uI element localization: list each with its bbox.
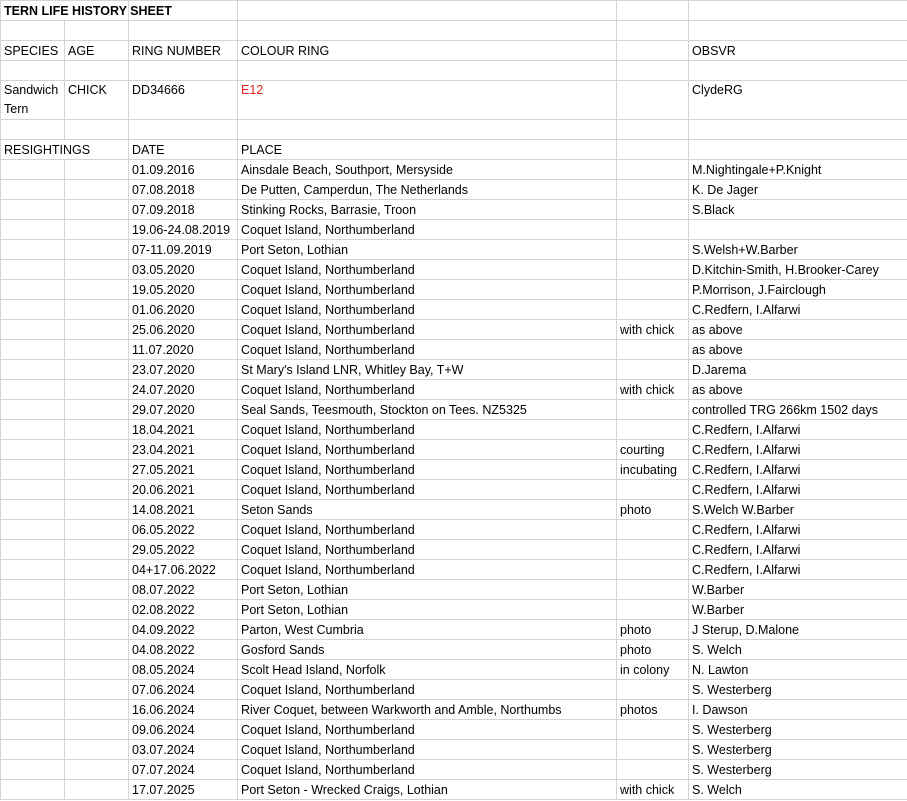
resighting-observer[interactable]: C.Redfern, I.Alfarwi	[689, 300, 907, 320]
cell[interactable]	[1, 380, 65, 400]
resighting-row	[1, 460, 907, 480]
resighting-row	[1, 420, 907, 440]
resighting-observer[interactable]: S.Welsh+W.Barber	[689, 240, 907, 260]
resighting-note[interactable]	[617, 740, 689, 760]
bird-observer[interactable]: ClydeRG	[689, 81, 907, 120]
resighting-row	[1, 600, 907, 620]
resighting-row	[1, 200, 907, 220]
cell[interactable]	[129, 21, 238, 41]
resighting-place[interactable]: Stinking Rocks, Barrasie, Troon	[238, 200, 617, 220]
header-age[interactable]: AGE	[65, 41, 129, 61]
resighting-note[interactable]	[617, 560, 689, 580]
resighting-place[interactable]: Coquet Island, Northumberland	[238, 380, 617, 400]
resighting-note[interactable]: photo	[617, 620, 689, 640]
cell[interactable]	[65, 700, 129, 720]
resighting-place[interactable]: Ainsdale Beach, Southport, Mersyside	[238, 160, 617, 180]
resighting-date[interactable]: 09.06.2024	[129, 720, 238, 740]
cell[interactable]	[129, 120, 238, 140]
resighting-note[interactable]	[617, 580, 689, 600]
resighting-note[interactable]	[617, 720, 689, 740]
cell[interactable]	[1, 560, 65, 580]
resighting-observer[interactable]: K. De Jager	[689, 180, 907, 200]
resighting-note[interactable]: photo	[617, 640, 689, 660]
cell[interactable]	[1, 500, 65, 520]
cell[interactable]	[65, 340, 129, 360]
cell[interactable]	[617, 140, 689, 160]
cell[interactable]	[65, 220, 129, 240]
cell[interactable]	[65, 180, 129, 200]
cell[interactable]	[1, 420, 65, 440]
resighting-observer[interactable]: C.Redfern, I.Alfarwi	[689, 520, 907, 540]
resighting-row	[1, 520, 907, 540]
resighting-place[interactable]: Port Seton, Lothian	[238, 580, 617, 600]
cell[interactable]	[65, 720, 129, 740]
cell[interactable]	[65, 480, 129, 500]
resighting-note[interactable]	[617, 160, 689, 180]
resighting-note[interactable]	[617, 220, 689, 240]
resighting-place[interactable]: De Putten, Camperdun, The Netherlands	[238, 180, 617, 200]
resighting-row	[1, 280, 907, 300]
resighting-place[interactable]: Coquet Island, Northumberland	[238, 320, 617, 340]
resighting-row	[1, 720, 907, 740]
resighting-row	[1, 500, 907, 520]
resighting-row	[1, 480, 907, 500]
resighting-note[interactable]	[617, 480, 689, 500]
cell[interactable]	[65, 580, 129, 600]
resighting-observer[interactable]: S. Welch	[689, 640, 907, 660]
resighting-observer[interactable]: C.Redfern, I.Alfarwi	[689, 560, 907, 580]
resighting-row	[1, 340, 907, 360]
cell[interactable]	[1, 200, 65, 220]
cell[interactable]	[1, 780, 65, 800]
resighting-place[interactable]: Coquet Island, Northumberland	[238, 280, 617, 300]
cell[interactable]	[1, 540, 65, 560]
cell[interactable]	[1, 680, 65, 700]
cell[interactable]	[1, 300, 65, 320]
resighting-observer[interactable]: as above	[689, 380, 907, 400]
resighting-place[interactable]: Coquet Island, Northumberland	[238, 560, 617, 580]
cell[interactable]	[1, 61, 65, 81]
resighting-row	[1, 360, 907, 380]
resighting-observer[interactable]: P.Morrison, J.Fairclough	[689, 280, 907, 300]
cell[interactable]	[65, 260, 129, 280]
cell[interactable]	[65, 21, 129, 41]
cell[interactable]	[65, 200, 129, 220]
resighting-place[interactable]: Coquet Island, Northumberland	[238, 720, 617, 740]
cell[interactable]	[65, 780, 129, 800]
resighting-row	[1, 180, 907, 200]
cell[interactable]	[65, 680, 129, 700]
cell[interactable]	[1, 480, 65, 500]
resighting-date[interactable]: 18.04.2021	[129, 420, 238, 440]
resighting-note[interactable]: courting	[617, 440, 689, 460]
resighting-note[interactable]: in colony	[617, 660, 689, 680]
resighting-row	[1, 680, 907, 700]
resighting-observer[interactable]: C.Redfern, I.Alfarwi	[689, 420, 907, 440]
resighting-date[interactable]: 14.08.2021	[129, 500, 238, 520]
resighting-date[interactable]: 07-11.09.2019	[129, 240, 238, 260]
resighting-row	[1, 780, 907, 800]
resighting-note[interactable]: with chick	[617, 380, 689, 400]
resighting-place[interactable]: Coquet Island, Northumberland	[238, 480, 617, 500]
cell[interactable]	[1, 460, 65, 480]
cell[interactable]	[1, 600, 65, 620]
resighting-observer[interactable]: C.Redfern, I.Alfarwi	[689, 440, 907, 460]
cell[interactable]	[65, 440, 129, 460]
resighting-observer[interactable]: D.Jarema	[689, 360, 907, 380]
cell[interactable]	[617, 81, 689, 120]
resighting-date[interactable]: 07.09.2018	[129, 200, 238, 220]
header-date[interactable]: DATE	[129, 140, 238, 160]
resighting-date[interactable]: 11.07.2020	[129, 340, 238, 360]
resighting-note[interactable]: with chick	[617, 320, 689, 340]
cell[interactable]	[65, 380, 129, 400]
cell[interactable]	[238, 120, 617, 140]
resighting-observer[interactable]: S.Black	[689, 200, 907, 220]
blank-row	[1, 21, 907, 41]
cell[interactable]	[617, 120, 689, 140]
resighting-date[interactable]: 27.05.2021	[129, 460, 238, 480]
resighting-date[interactable]: 03.07.2024	[129, 740, 238, 760]
resighting-date[interactable]: 04.08.2022	[129, 640, 238, 660]
header-colour-ring[interactable]: COLOUR RING	[238, 41, 617, 61]
resighting-date[interactable]: 23.07.2020	[129, 360, 238, 380]
header-ring-number[interactable]: RING NUMBER	[129, 41, 238, 61]
resighting-place[interactable]: Coquet Island, Northumberland	[238, 440, 617, 460]
cell[interactable]	[65, 540, 129, 560]
resighting-place[interactable]: Coquet Island, Northumberland	[238, 460, 617, 480]
cell[interactable]	[1, 340, 65, 360]
resighting-note[interactable]	[617, 600, 689, 620]
cell[interactable]	[238, 1, 617, 21]
resighting-place[interactable]: Coquet Island, Northumberland	[238, 340, 617, 360]
cell[interactable]	[65, 740, 129, 760]
cell[interactable]	[65, 640, 129, 660]
resighting-place[interactable]: Coquet Island, Northumberland	[238, 680, 617, 700]
resighting-place[interactable]: Coquet Island, Northumberland	[238, 540, 617, 560]
cell[interactable]	[65, 400, 129, 420]
cell[interactable]	[689, 120, 907, 140]
resighting-place[interactable]: Coquet Island, Northumberland	[238, 740, 617, 760]
cell[interactable]	[617, 21, 689, 41]
cell[interactable]	[1, 280, 65, 300]
bird-row	[1, 81, 907, 120]
resighting-place[interactable]: Scolt Head Island, Norfolk	[238, 660, 617, 680]
cell[interactable]	[65, 160, 129, 180]
resighting-note[interactable]	[617, 520, 689, 540]
cell[interactable]	[1, 220, 65, 240]
resighting-place[interactable]: Port Seton - Wrecked Craigs, Lothian	[238, 780, 617, 800]
resighting-observer[interactable]: D.Kitchin-Smith, H.Brooker-Carey	[689, 260, 907, 280]
resighting-observer[interactable]	[689, 220, 907, 240]
resighting-note[interactable]	[617, 240, 689, 260]
cell[interactable]	[238, 61, 617, 81]
resighting-date[interactable]: 03.05.2020	[129, 260, 238, 280]
cell[interactable]	[65, 61, 129, 81]
cell[interactable]	[65, 460, 129, 480]
resighting-observer[interactable]: C.Redfern, I.Alfarwi	[689, 540, 907, 560]
cell[interactable]	[689, 21, 907, 41]
resighting-date[interactable]: 19.05.2020	[129, 280, 238, 300]
cell[interactable]	[65, 620, 129, 640]
resighting-place[interactable]: Port Seton, Lothian	[238, 600, 617, 620]
cell[interactable]	[65, 280, 129, 300]
cell[interactable]	[65, 660, 129, 680]
resighting-date[interactable]: 23.04.2021	[129, 440, 238, 460]
bird-colour-ring[interactable]: E12	[238, 81, 617, 120]
cell[interactable]	[65, 500, 129, 520]
resighting-note[interactable]	[617, 360, 689, 380]
cell[interactable]	[65, 760, 129, 780]
resighting-note[interactable]: with chick	[617, 780, 689, 800]
cell[interactable]	[129, 61, 238, 81]
resighting-date[interactable]: 04.09.2022	[129, 620, 238, 640]
resighting-observer[interactable]: S. Westerberg	[689, 760, 907, 780]
resighting-date[interactable]: 29.07.2020	[129, 400, 238, 420]
cell[interactable]	[1, 180, 65, 200]
cell[interactable]	[65, 240, 129, 260]
resightings-label[interactable]: RESIGHTINGS	[1, 140, 129, 160]
resighting-date[interactable]: 04+17.06.2022	[129, 560, 238, 580]
cell[interactable]	[1, 620, 65, 640]
resighting-note[interactable]	[617, 340, 689, 360]
resighting-observer[interactable]: W.Barber	[689, 580, 907, 600]
resighting-row	[1, 160, 907, 180]
resighting-place[interactable]: Seton Sands	[238, 500, 617, 520]
cell[interactable]	[1, 720, 65, 740]
resightings-header-row	[1, 140, 907, 160]
resighting-date[interactable]: 20.06.2021	[129, 480, 238, 500]
resighting-place[interactable]: Coquet Island, Northumberland	[238, 300, 617, 320]
header-obsvr[interactable]: OBSVR	[689, 41, 907, 61]
cell[interactable]	[65, 560, 129, 580]
resighting-observer[interactable]: J Sterup, D.Malone	[689, 620, 907, 640]
resighting-date[interactable]: 16.06.2024	[129, 700, 238, 720]
resighting-note[interactable]: photos	[617, 700, 689, 720]
resighting-row	[1, 700, 907, 720]
resighting-observer[interactable]: S. Westerberg	[689, 740, 907, 760]
resighting-date[interactable]: 08.07.2022	[129, 580, 238, 600]
resighting-row	[1, 440, 907, 460]
resighting-observer[interactable]: as above	[689, 320, 907, 340]
bird-species[interactable]: Sandwich Tern	[1, 81, 65, 120]
resighting-date[interactable]: 02.08.2022	[129, 600, 238, 620]
resighting-observer[interactable]: S. Welch	[689, 780, 907, 800]
resighting-place[interactable]: Coquet Island, Northumberland	[238, 520, 617, 540]
resighting-observer[interactable]: as above	[689, 340, 907, 360]
cell[interactable]	[1, 700, 65, 720]
cell[interactable]	[1, 320, 65, 340]
cell[interactable]	[1, 660, 65, 680]
resighting-note[interactable]	[617, 200, 689, 220]
resighting-place[interactable]: Gosford Sands	[238, 640, 617, 660]
resighting-place[interactable]: Port Seton, Lothian	[238, 240, 617, 260]
resighting-observer[interactable]: M.Nightingale+P.Knight	[689, 160, 907, 180]
header-row	[1, 41, 907, 61]
cell[interactable]	[1, 580, 65, 600]
resighting-observer[interactable]: C.Redfern, I.Alfarwi	[689, 460, 907, 480]
cell[interactable]	[1, 640, 65, 660]
resighting-observer[interactable]: S. Westerberg	[689, 680, 907, 700]
resighting-date[interactable]: 01.09.2016	[129, 160, 238, 180]
resighting-row	[1, 580, 907, 600]
resighting-row	[1, 260, 907, 280]
resighting-date[interactable]: 07.08.2018	[129, 180, 238, 200]
cell[interactable]	[689, 140, 907, 160]
resighting-row	[1, 400, 907, 420]
resighting-observer[interactable]: C.Redfern, I.Alfarwi	[689, 480, 907, 500]
resighting-observer[interactable]: S.Welch W.Barber	[689, 500, 907, 520]
resighting-note[interactable]	[617, 300, 689, 320]
cell[interactable]	[1, 240, 65, 260]
resighting-row	[1, 240, 907, 260]
cell[interactable]	[1, 21, 65, 41]
cell[interactable]	[689, 61, 907, 81]
resighting-note[interactable]	[617, 400, 689, 420]
header-species[interactable]: SPECIES	[1, 41, 65, 61]
resighting-row	[1, 220, 907, 240]
cell[interactable]	[65, 420, 129, 440]
resighting-place[interactable]: Coquet Island, Northumberland	[238, 220, 617, 240]
resighting-date[interactable]: 29.05.2022	[129, 540, 238, 560]
cell[interactable]	[1, 260, 65, 280]
cell[interactable]	[65, 600, 129, 620]
resighting-note[interactable]	[617, 260, 689, 280]
cell[interactable]	[238, 21, 617, 41]
resighting-row	[1, 740, 907, 760]
cell[interactable]	[1, 120, 65, 140]
resighting-date[interactable]: 25.06.2020	[129, 320, 238, 340]
blank-row	[1, 120, 907, 140]
header-place[interactable]: PLACE	[238, 140, 617, 160]
resighting-row	[1, 640, 907, 660]
cell[interactable]	[689, 1, 907, 21]
resighting-observer[interactable]: W.Barber	[689, 600, 907, 620]
cell[interactable]	[617, 61, 689, 81]
cell[interactable]	[1, 160, 65, 180]
resighting-date[interactable]: 08.05.2024	[129, 660, 238, 680]
resighting-place[interactable]: River Coquet, between Warkworth and Amble, Northumbs	[238, 700, 617, 720]
cell[interactable]	[65, 520, 129, 540]
resighting-date[interactable]: 17.07.2025	[129, 780, 238, 800]
cell[interactable]	[617, 41, 689, 61]
cell[interactable]	[65, 120, 129, 140]
resighting-date[interactable]: 01.06.2020	[129, 300, 238, 320]
sheet-title[interactable]: TERN LIFE HISTORY SHEET	[1, 1, 129, 21]
resighting-date[interactable]: 07.06.2024	[129, 680, 238, 700]
cell[interactable]	[1, 440, 65, 460]
resighting-place[interactable]: Coquet Island, Northumberland	[238, 760, 617, 780]
resighting-date[interactable]: 06.05.2022	[129, 520, 238, 540]
title-row	[1, 1, 907, 21]
cell[interactable]	[65, 360, 129, 380]
resighting-row	[1, 560, 907, 580]
resighting-row	[1, 540, 907, 560]
cell[interactable]	[65, 320, 129, 340]
resighting-row	[1, 380, 907, 400]
resighting-note[interactable]	[617, 760, 689, 780]
resighting-row	[1, 320, 907, 340]
resighting-date[interactable]: 19.06-24.08.2019	[129, 220, 238, 240]
bird-ring-number[interactable]: DD34666	[129, 81, 238, 120]
cell[interactable]	[617, 1, 689, 21]
blank-row	[1, 61, 907, 81]
cell[interactable]	[1, 400, 65, 420]
resighting-observer[interactable]: S. Westerberg	[689, 720, 907, 740]
resighting-row	[1, 620, 907, 640]
resighting-note[interactable]	[617, 420, 689, 440]
resighting-note[interactable]	[617, 280, 689, 300]
resighting-note[interactable]: incubating	[617, 460, 689, 480]
resighting-observer[interactable]: controlled TRG 266km 1502 days	[689, 400, 907, 420]
cell[interactable]	[65, 300, 129, 320]
resighting-note[interactable]	[617, 180, 689, 200]
resighting-place[interactable]: Parton, West Cumbria	[238, 620, 617, 640]
resighting-place[interactable]: Seal Sands, Teesmouth, Stockton on Tees. NZ5325	[238, 400, 617, 420]
resighting-row	[1, 300, 907, 320]
resighting-date[interactable]: 24.07.2020	[129, 380, 238, 400]
cell[interactable]	[1, 760, 65, 780]
resighting-note[interactable]: photo	[617, 500, 689, 520]
cell[interactable]	[1, 360, 65, 380]
resighting-place[interactable]: St Mary's Island LNR, Whitley Bay, T+W	[238, 360, 617, 380]
resighting-note[interactable]	[617, 680, 689, 700]
bird-age[interactable]: CHICK	[65, 81, 129, 120]
cell[interactable]	[1, 740, 65, 760]
resighting-date[interactable]: 07.07.2024	[129, 760, 238, 780]
resighting-row	[1, 760, 907, 780]
resighting-note[interactable]	[617, 540, 689, 560]
resighting-observer[interactable]: N. Lawton	[689, 660, 907, 680]
cell[interactable]	[1, 520, 65, 540]
resighting-place[interactable]: Coquet Island, Northumberland	[238, 260, 617, 280]
resighting-observer[interactable]: I. Dawson	[689, 700, 907, 720]
resighting-row	[1, 660, 907, 680]
resighting-place[interactable]: Coquet Island, Northumberland	[238, 420, 617, 440]
